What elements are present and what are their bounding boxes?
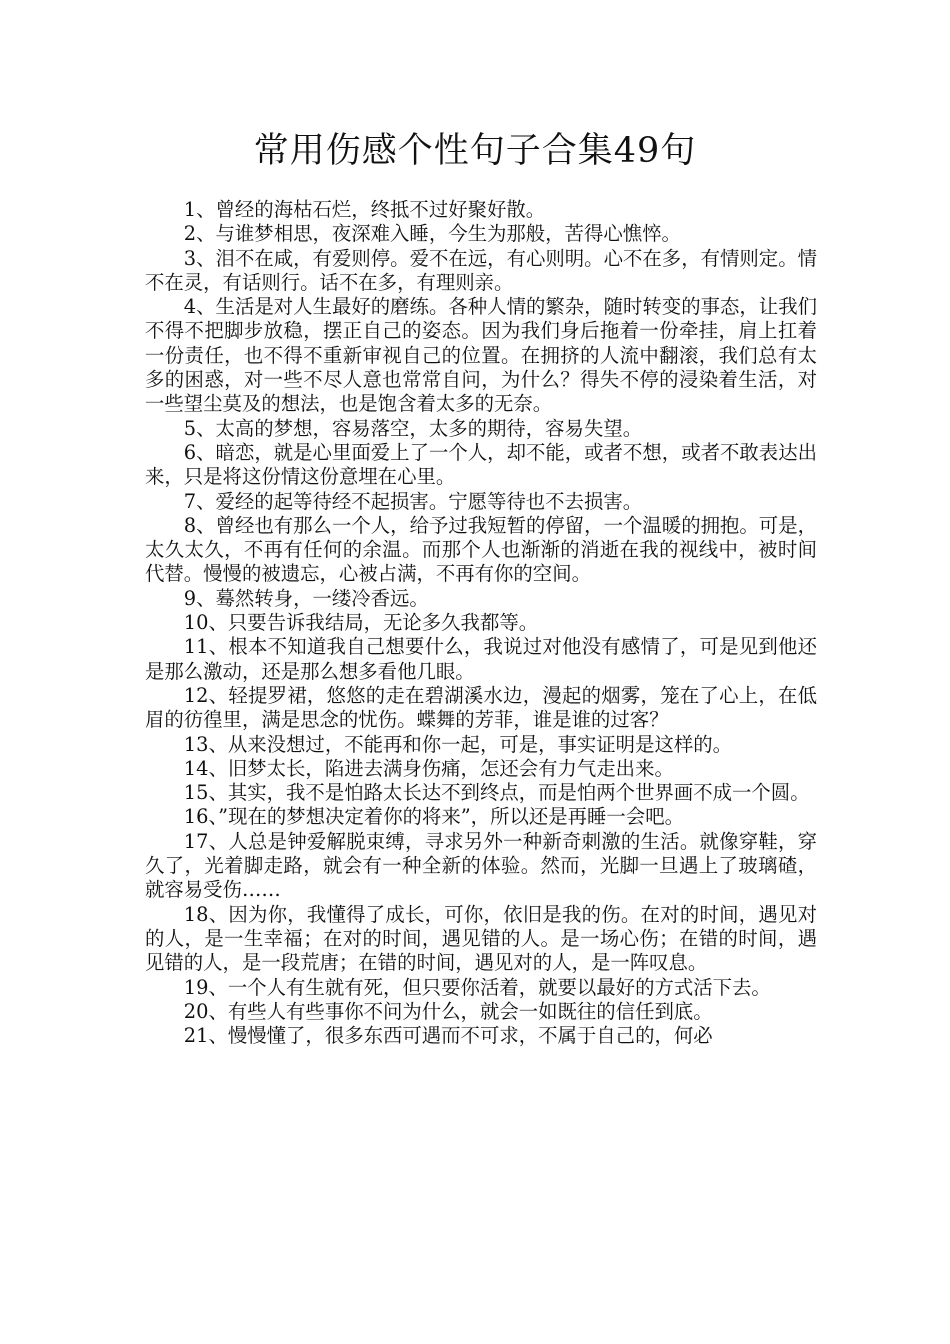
paragraph-10: 10、只要告诉我结局，无论多久我都等。 <box>183 611 539 635</box>
paragraph-20: 20、有些人有些事你不问为什么，就会一如既往的信任到底。 <box>183 999 713 1023</box>
paragraph-5: 5、太高的梦想，容易落空，太多的期待，容易失望。 <box>183 416 643 440</box>
paragraph-8: 8、曾经也有那么一个人，给予过我短暂的停留，一个温暖的拥抱。可是，太久太久，不再有任何的余温。而那个人也渐渐的消逝在我的视线中，被时间代替。慢慢的被遗忘，心被占满，不再有你的空间。 <box>145 513 817 586</box>
paragraph-9: 9、蓦然转身，一缕冷香远。 <box>183 586 429 610</box>
paragraph-16: 16、”现在的梦想决定着你的将来”，所以还是再睡一会吧。 <box>183 805 684 829</box>
paragraph-6: 6、暗恋，就是心里面爱上了一个人，却不能，或者不想，或者不敢表达出来，只是将这份情这份意埋在心里。 <box>145 440 817 489</box>
document-body <box>145 198 817 1048</box>
paragraph-4: 4、生活是对人生最好的磨练。各种人情的繁杂，随时转变的事态，让我们不得不把脚步放稳，摆正自己的姿态。因为我们身后拖着一份牵挂，肩上扛着一份责任，也不得不重新审视自己的位置。在拥挤的人流中翻滚，我们总有太多的困惑，对一些不尽人意也常常自问，为什么？得失不停的浸染着生活，对一些望尘莫及的想法，也是饱含着太多的无奈。 <box>145 295 817 416</box>
paragraph-11: 11、根本不知道我自己想要什么，我说过对他没有感情了，可是见到他还是那么激动，还是那么想多看他几眼。 <box>145 635 817 683</box>
paragraph-19: 19、一个人有生就有死，但只要你活着，就要以最好的方式活下去。 <box>183 975 771 999</box>
paragraph-13: 13、从来没想过，不能再和你一起，可是，事实证明是这样的。 <box>183 732 733 756</box>
paragraph-17: 17、人总是钟爱解脱束缚，寻求另外一种新奇刺激的生活。就像穿鞋，穿久了，光着脚走路，就会有一种全新的体验。然而，光脚一旦遇上了玻璃碴，就容易受伤…… <box>145 829 817 902</box>
paragraph-1: 1、曾经的海枯石烂，终抵不过好聚好散。 <box>183 198 546 221</box>
paragraph-21: 21、慢慢懂了，很多东西可遇而不可求，不属于自己的，何必 <box>183 1024 713 1048</box>
document-title: 常用伤感个性句子合集49句 <box>253 131 697 171</box>
paragraph-7: 7、爱经的起等待经不起损害。宁愿等待也不去损害。 <box>183 489 643 513</box>
paragraph-15: 15、其实，我不是怕路太长达不到终点，而是怕两个世界画不成一个圆。 <box>183 781 810 805</box>
paragraph-3: 3、泪不在咸，有爱则停。爱不在远，有心则明。心不在多，有情则定。情不在灵，有话则行。话不在多，有理则亲。 <box>145 246 817 294</box>
paragraph-14: 14、旧梦太长，陷进去满身伤痛，怎还会有力气走出来。 <box>183 756 674 780</box>
paragraph-2: 2、与谁梦相思，夜深难入睡，今生为那般，苦得心憔悴。 <box>183 222 681 246</box>
paragraph-12: 12、轻提罗裙，悠悠的走在碧湖溪水边，漫起的烟雾，笼在了心上，在低眉的彷徨里，满是思念的忧伤。蝶舞的芳菲，谁是谁的过客？ <box>145 683 817 732</box>
paragraph-18: 18、因为你，我懂得了成长，可你，依旧是我的伤。在对的时间，遇见对的人，是一生幸福；在对的时间，遇见错的人。是一场心伤；在错的时间，遇见错的人，是一段荒唐；在错的时间，遇见对的人，是一阵叹息。 <box>145 902 817 975</box>
